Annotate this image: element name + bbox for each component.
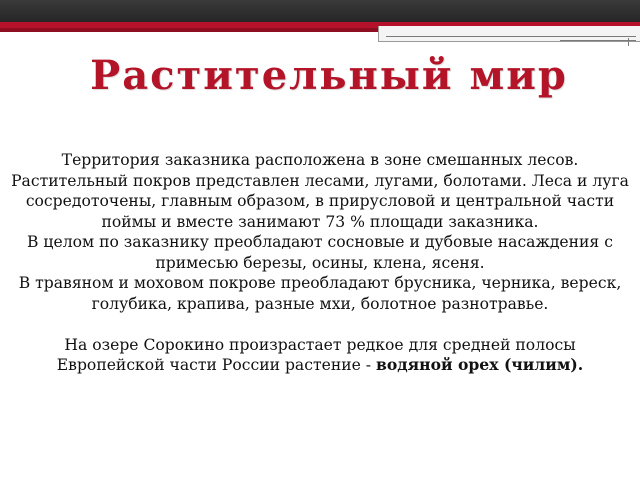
slide-body bbox=[8, 150, 632, 376]
paragraph-rare-plant bbox=[8, 335, 632, 376]
rare-plant-text: На озере Сорокино произрастает редкое для средней полосы Европейской части России растение - bbox=[56, 335, 576, 374]
slide-title: Растительный мир bbox=[90, 52, 568, 99]
decorative-tick bbox=[628, 38, 629, 46]
rare-plant-name: водяной орех (чилим). bbox=[376, 355, 584, 374]
paragraph-tree-stands: В целом по заказнику преобладают сосновые и дубовые насаждения с примесью березы, осины, клена, ясеня. bbox=[27, 233, 613, 272]
paragraph-forest-zone: Территория заказника расположена в зоне смешанных лесов. Растительный покров представлен лесами, лугами, болотами. Леса и луга сосредоточены, главным образом, в прирусловой и центральной части поймы и вместе занимают 73 % площади заказника. bbox=[11, 151, 629, 231]
decorative-line bbox=[386, 36, 636, 37]
top-dark-band bbox=[0, 0, 640, 22]
decorative-line-short bbox=[560, 40, 636, 41]
paragraph-ground-cover: В травяном и моховом покрове преобладают брусника, черника, вереск, голубика, крапива, разные мхи, болотное разнотравье. bbox=[18, 274, 622, 313]
paragraph-spacer bbox=[8, 314, 632, 335]
